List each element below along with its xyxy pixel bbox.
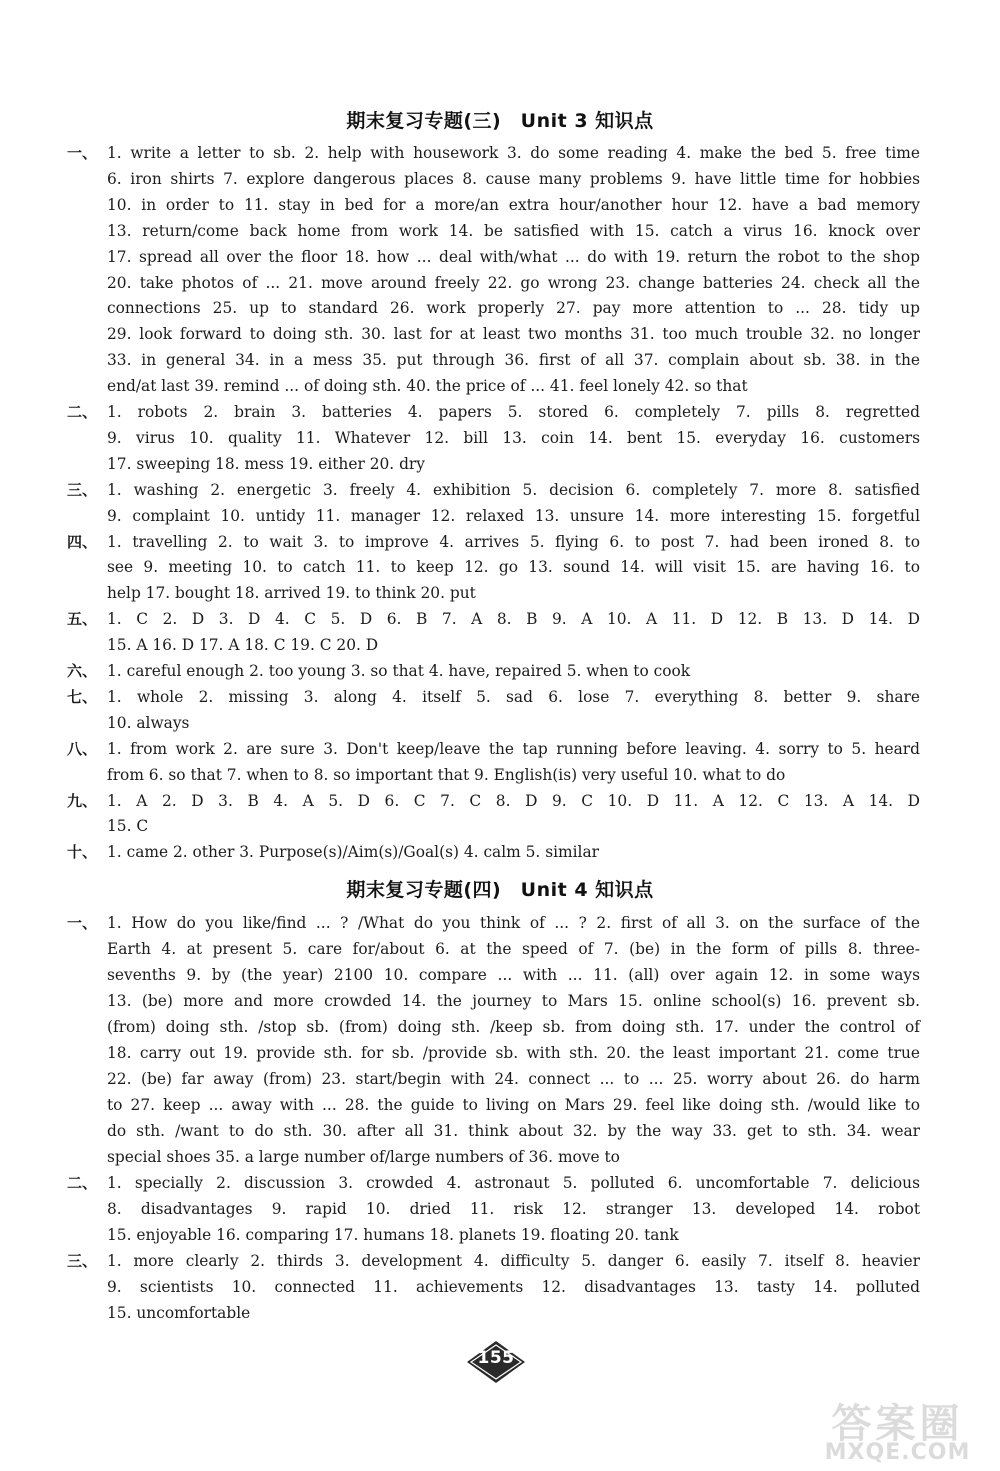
answer-line [0,321,1000,347]
answer-text: 15. uncomfortable [107,1304,251,1322]
answer-text: 22. (be) far away (from) 23. start/begin with 24. connect ... to ... 25. worry about 26. do harm [107,1070,920,1088]
watermark-text: 答案圈 [831,1401,964,1447]
question-group-number: 二、 [67,1174,98,1192]
answer-text: 18. carry out 19. provide sth. for sb. /provide sb. with sth. 20. the least important 21. come true [107,1044,920,1062]
question-group-number: 三、 [67,1252,98,1270]
answer-text: 1. How do you like/find ... ? /What do you think of ... ? 2. first of all 3. on the surface of the [107,914,920,932]
question-group-number: 十、 [67,843,98,862]
question-group-number: 三、 [67,480,98,499]
answer-line [0,988,1000,1014]
answer-text: 1. specially 2. discussion 3. crowded 4. astronaut 5. polluted 6. uncomfortable 7. delicious [107,1174,920,1192]
answer-line [0,1040,1000,1066]
answer-line [0,580,1000,606]
answer-text: sevenths 9. by (the year) 2100 10. compare ... with ... 11. (all) over again 12. in some ways [107,966,920,984]
section-4-title: 期末复习专题(四) Unit 4 知识点 [346,879,654,901]
answer-text: 10. in order to 11. stay in bed for a more/an extra hour/another hour 12. have a bad memory [107,195,920,214]
answer-text: 1. C 2. D 3. D 4. C 5. D 6. B 7. A 8. B 9. A 10. A 11. D 12. B 13. D 14. D [107,610,920,629]
answer-text: 9. virus 10. quality 11. Whatever 12. bill 13. coin 14. bent 15. everyday 16. customers [107,428,920,447]
answer-text: 1. more clearly 2. thirds 3. development 4. difficulty 5. danger 6. easily 7. itself 8. heavier [107,1252,920,1270]
answer-line [0,451,1000,477]
answer-text: 1. travelling 2. to wait 3. to improve 4. arrives 5. flying 6. to post 7. had been ironed 8. to [107,532,920,551]
answer-line [0,962,1000,988]
answer-line [0,1274,1000,1300]
answer-text: 10. always [107,713,190,732]
answer-text: end/at last 39. remind ... of doing sth. 40. the price of ... 41. feel lonely 42. so that [107,377,748,396]
page-number-badge [466,1340,526,1384]
question-group-number: 一、 [67,914,98,932]
answer-line [0,425,1000,451]
answer-text: 17. spread all over the floor 18. how ... deal with/what ... do with 19. return the robot to the shop [107,247,920,266]
watermark-logo [800,1392,995,1467]
answer-text: (from) doing sth. /stop sb. (from) doing sth. /keep sb. from doing sth. 17. under the control of [107,1018,920,1036]
answer-text: 9. complaint 10. untidy 11. manager 12. relaxed 13. unsure 14. more interesting 15. forgetful [107,506,920,525]
question-group-number: 一、 [67,144,98,162]
answer-text: connections 25. up to standard 26. work properly 27. pay more attention to ... 28. tidy up [107,299,920,318]
answer-text: 13. return/come back home from work 14. be satisfied with 15. catch a virus 16. knock over [107,221,920,240]
answer-line [0,910,1000,936]
answer-text: 13. (be) more and more crowded 14. the journey to Mars 15. online school(s) 16. prevent sb. [107,992,920,1010]
answer-line [0,606,1000,632]
page-number: 155 [477,1348,515,1368]
question-group-number: 六、 [67,662,98,680]
answer-line [0,788,1000,814]
answer-text: Earth 4. at present 5. care for/about 6. at the speed of 7. (be) in the form of pills 8. three- [107,940,920,958]
answer-line [0,166,1000,192]
answer-line [0,503,1000,529]
question-group-number: 九、 [67,791,98,810]
answer-text: 1. write a letter to sb. 2. help with housework 3. do some reading 4. make the bed 5. free time [107,144,920,162]
answer-line [0,244,1000,270]
question-group-number: 八、 [67,739,98,758]
answer-line [0,554,1000,580]
answer-text: do sth. /want to do sth. 30. after all 31. think about 32. by the way 33. get to sth. 34. wear [107,1122,920,1140]
answer-text: 15. C [107,817,149,836]
answer-line [0,218,1000,244]
answer-text: special shoes 35. a large number of/large numbers of 36. move to [107,1148,620,1166]
answer-text: 33. in general 34. in a mess 35. put through 36. first of all 37. complain about sb. 38. in the [107,351,920,370]
answer-text: help 17. bought 18. arrived 19. to think 20. put [107,584,476,603]
answer-line [0,192,1000,218]
answer-text: 1. A 2. D 3. B 4. A 5. D 6. C 7. C 8. D 9. C 10. D 11. A 12. C 13. A 14. D [107,791,920,810]
question-group-number: 七、 [67,687,98,706]
answer-line [0,347,1000,373]
answer-text: 15. A 16. D 17. A 18. C 19. C 20. D [107,636,379,655]
answer-line [0,936,1000,962]
answer-line [0,839,1000,865]
answer-line [0,1300,1000,1326]
answer-text: to 27. keep ... away with ... 28. the guide to living on Mars 29. feel like doing sth. /would like to [107,1096,920,1114]
answer-line [0,140,1000,166]
question-group-number: 五、 [67,610,98,629]
answer-line [0,1092,1000,1118]
answer-line [0,736,1000,762]
answer-text: 1. from work 2. are sure 3. Don't keep/leave the tap running before leaving. 4. sorry to 5. heard [107,739,920,758]
answer-line [0,373,1000,399]
section-3-title: 期末复习专题(三) Unit 3 知识点 [346,110,654,132]
answer-text: 20. take photos of ... 21. move around freely 22. go wrong 23. change batteries 24. check all the [107,273,920,292]
answer-line [0,1196,1000,1222]
answer-text: 6. iron shirts 7. explore dangerous places 8. cause many problems 9. have little time for hobbies [107,169,920,188]
answer-text: 8. disadvantages 9. rapid 10. dried 11. risk 12. stranger 13. developed 14. robot [107,1200,920,1218]
answer-line [0,529,1000,555]
answer-text: 1. careful enough 2. too young 3. so that 4. have, repaired 5. when to cook [107,662,691,680]
answer-line [0,632,1000,658]
answer-line [0,710,1000,736]
answer-text: see 9. meeting 10. to catch 11. to keep 12. go 13. sound 14. will visit 15. are having 16. to [107,558,920,577]
answer-text: from 6. so that 7. when to 8. so important that 9. English(is) very useful 10. what to do [107,765,786,784]
question-group-number: 二、 [67,403,98,421]
question-group-number: 四、 [67,532,98,551]
answer-text: 29. look forward to doing sth. 30. last for at least two months 31. too much trouble 32. no longer [107,325,920,344]
answer-text: 1. robots 2. brain 3. batteries 4. papers 5. stored 6. completely 7. pills 8. regretted [107,403,920,421]
answer-text: 9. scientists 10. connected 11. achievements 12. disadvantages 13. tasty 14. polluted [107,1278,920,1296]
answer-line [0,1248,1000,1274]
answer-line [0,270,1000,296]
answer-text: 1. whole 2. missing 3. along 4. itself 5. sad 6. lose 7. everything 8. better 9. share [107,687,920,706]
answer-line [0,658,1000,684]
answer-line [0,813,1000,839]
answer-text: 17. sweeping 18. mess 19. either 20. dry [107,454,425,473]
answer-line [0,1222,1000,1248]
answer-line [0,477,1000,503]
answer-text: 1. washing 2. energetic 3. freely 4. exhibition 5. decision 6. completely 7. more 8. satisfied [107,480,920,499]
answer-line [0,1118,1000,1144]
answer-line [0,684,1000,710]
answer-line [0,1144,1000,1170]
answer-text: 15. enjoyable 16. comparing 17. humans 18. planets 19. floating 20. tank [107,1226,679,1244]
answer-line [0,295,1000,321]
answer-text: 1. came 2. other 3. Purpose(s)/Aim(s)/Goal(s) 4. calm 5. similar [107,843,600,862]
watermark-url: MXQE.COM [824,1440,971,1465]
answer-line [0,1066,1000,1092]
answer-line [0,762,1000,788]
answer-line [0,1014,1000,1040]
answer-line [0,1170,1000,1196]
answer-line [0,399,1000,425]
